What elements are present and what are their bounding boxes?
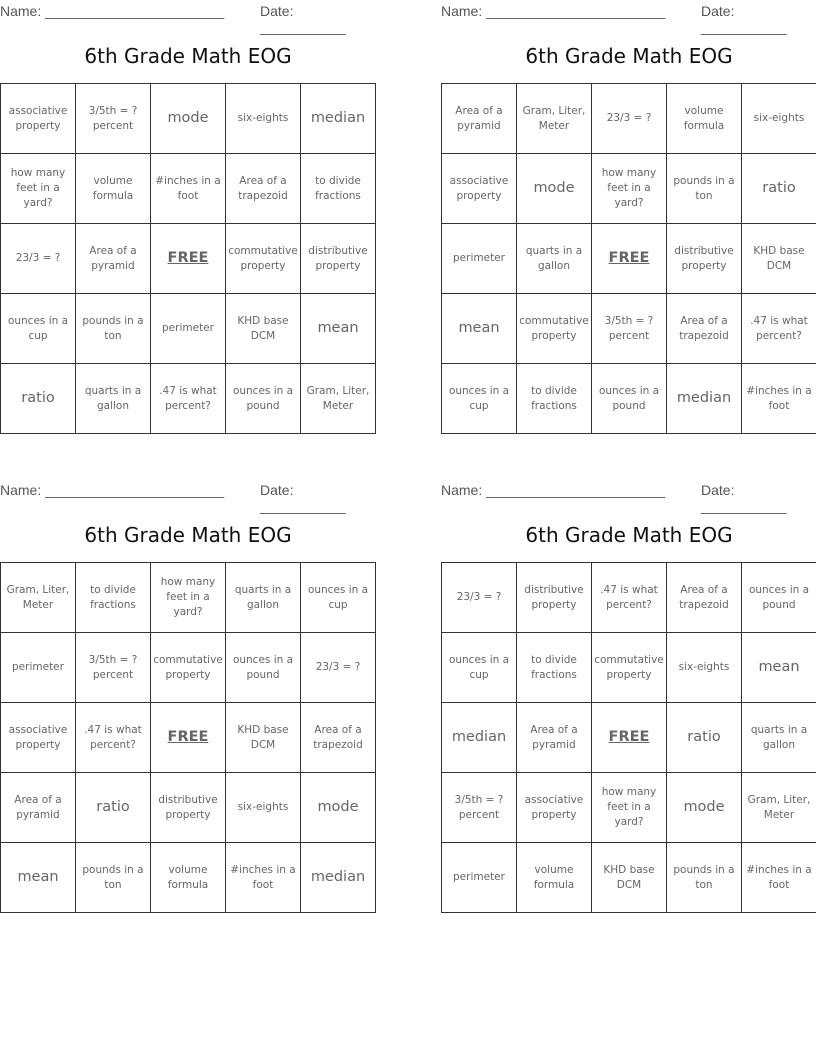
bingo-cell: ounces in a cup [442, 364, 517, 434]
bingo-cell: ounces in a pound [592, 364, 667, 434]
bingo-cell: KHD base DCM [226, 294, 301, 364]
grid-row [1, 84, 376, 154]
bingo-card [441, 479, 816, 891]
bingo-cell: mean [442, 294, 517, 364]
grid-row [442, 563, 816, 633]
bingo-cell: associative property [1, 703, 76, 773]
bingo-cell: associative property [517, 773, 592, 843]
bingo-cell: ratio [742, 154, 816, 224]
bingo-cell: distributive property [151, 773, 226, 843]
card-header [0, 479, 376, 514]
name-field-label: Name: _______________________ [441, 3, 666, 19]
bingo-cell: quarts in a gallon [226, 563, 301, 633]
bingo-cell: mode [667, 773, 742, 843]
grid-row [1, 224, 376, 294]
bingo-cell: Area of a trapezoid [667, 294, 742, 364]
bingo-cell: commutative property [592, 633, 667, 703]
bingo-cell: 23/3 = ? [442, 563, 517, 633]
card-title: 6th Grade Math EOG [84, 44, 292, 68]
bingo-cell: KHD base DCM [226, 703, 301, 773]
bingo-cell: .47 is what percent? [76, 703, 151, 773]
bingo-cell: Gram, Liter, Meter [1, 563, 76, 633]
name-field-label: Name: _______________________ [0, 482, 225, 498]
bingo-cell: 3/5th = ? percent [592, 294, 667, 364]
bingo-cell: distributive property [667, 224, 742, 294]
bingo-cell: ratio [76, 773, 151, 843]
grid-row [442, 364, 816, 434]
bingo-cell: how many feet in a yard? [592, 154, 667, 224]
free-space: FREE [151, 224, 226, 294]
bingo-cell: mode [517, 154, 592, 224]
bingo-cell: Area of a pyramid [517, 703, 592, 773]
bingo-cell: ounces in a cup [301, 563, 376, 633]
bingo-cell: commutative property [151, 633, 226, 703]
bingo-cell: ounces in a cup [442, 633, 517, 703]
bingo-card [441, 0, 816, 412]
bingo-cell: #inches in a foot [226, 843, 301, 913]
bingo-grid [441, 562, 816, 913]
bingo-cell: how many feet in a yard? [1, 154, 76, 224]
bingo-card [0, 0, 376, 412]
bingo-cell: to divide fractions [301, 154, 376, 224]
grid-row [1, 843, 376, 913]
bingo-grid [0, 83, 376, 434]
bingo-cell: mean [1, 843, 76, 913]
bingo-cell: ratio [667, 703, 742, 773]
card-title: 6th Grade Math EOG [525, 44, 733, 68]
bingo-cell: perimeter [442, 843, 517, 913]
bingo-cell: pounds in a ton [667, 154, 742, 224]
bingo-cell: perimeter [1, 633, 76, 703]
grid-row [442, 224, 816, 294]
bingo-cell: quarts in a gallon [742, 703, 816, 773]
bingo-cell: pounds in a ton [667, 843, 742, 913]
bingo-cell: distributive property [517, 563, 592, 633]
bingo-cell: median [301, 843, 376, 913]
grid-row [442, 294, 816, 364]
bingo-cell: Area of a trapezoid [226, 154, 301, 224]
bingo-cell: distributive property [301, 224, 376, 294]
grid-row [442, 703, 816, 773]
bingo-grid [0, 562, 376, 913]
card-title: 6th Grade Math EOG [84, 523, 292, 547]
bingo-cell: quarts in a gallon [76, 364, 151, 434]
bingo-cell: to divide fractions [517, 364, 592, 434]
bingo-cell: median [667, 364, 742, 434]
bingo-cell: pounds in a ton [76, 294, 151, 364]
name-field-label: Name: _______________________ [0, 3, 225, 19]
grid-row [442, 773, 816, 843]
grid-row [442, 843, 816, 913]
grid-row [1, 294, 376, 364]
bingo-cell: volume formula [151, 843, 226, 913]
bingo-cell: how many feet in a yard? [592, 773, 667, 843]
bingo-cell: how many feet in a yard? [151, 563, 226, 633]
bingo-cell: ounces in a cup [1, 294, 76, 364]
grid-row [1, 364, 376, 434]
bingo-cell: Gram, Liter, Meter [517, 84, 592, 154]
bingo-cell: .47 is what percent? [151, 364, 226, 434]
bingo-cell: Area of a trapezoid [667, 563, 742, 633]
bingo-cell: to divide fractions [517, 633, 592, 703]
bingo-cell: volume formula [76, 154, 151, 224]
card-title: 6th Grade Math EOG [525, 523, 733, 547]
bingo-cell: median [442, 703, 517, 773]
free-space: FREE [151, 703, 226, 773]
grid-row [442, 154, 816, 224]
grid-row [1, 773, 376, 843]
bingo-cell: mode [301, 773, 376, 843]
bingo-cell: pounds in a ton [76, 843, 151, 913]
bingo-cell: 3/5th = ? percent [76, 633, 151, 703]
bingo-cell: mean [742, 633, 816, 703]
bingo-cell: six-eights [226, 773, 301, 843]
bingo-cell: volume formula [667, 84, 742, 154]
date-field-label: Date: ___________ [701, 482, 787, 514]
bingo-cell: perimeter [442, 224, 517, 294]
bingo-cell: to divide fractions [76, 563, 151, 633]
bingo-card [0, 479, 376, 891]
bingo-cell: .47 is what percent? [742, 294, 816, 364]
bingo-cell: Area of a pyramid [1, 773, 76, 843]
grid-row [442, 633, 816, 703]
bingo-cell: 3/5th = ? percent [76, 84, 151, 154]
bingo-cell: .47 is what percent? [592, 563, 667, 633]
bingo-cell: KHD base DCM [742, 224, 816, 294]
bingo-cell: commutative property [517, 294, 592, 364]
bingo-cell: perimeter [151, 294, 226, 364]
date-field-label: Date: ___________ [260, 3, 346, 35]
card-header [441, 0, 816, 35]
bingo-cell: quarts in a gallon [517, 224, 592, 294]
bingo-cell: Area of a pyramid [442, 84, 517, 154]
bingo-cell: 23/3 = ? [592, 84, 667, 154]
grid-row [1, 563, 376, 633]
bingo-cell: ounces in a pound [742, 563, 816, 633]
bingo-cell: six-eights [742, 84, 816, 154]
grid-row [1, 154, 376, 224]
bingo-cell: 3/5th = ? percent [442, 773, 517, 843]
bingo-cell: commutative property [226, 224, 301, 294]
bingo-cell: Gram, Liter, Meter [742, 773, 816, 843]
bingo-cell: six-eights [226, 84, 301, 154]
bingo-cell: #inches in a foot [742, 364, 816, 434]
bingo-cell: associative property [442, 154, 517, 224]
free-space: FREE [592, 224, 667, 294]
date-field-label: Date: ___________ [260, 482, 346, 514]
bingo-cell: six-eights [667, 633, 742, 703]
bingo-cell: KHD base DCM [592, 843, 667, 913]
bingo-cell: ratio [1, 364, 76, 434]
card-header [0, 0, 376, 35]
card-header [441, 479, 816, 514]
bingo-cell: #inches in a foot [151, 154, 226, 224]
bingo-cell: associative property [1, 84, 76, 154]
bingo-cell: mode [151, 84, 226, 154]
date-field-label: Date: ___________ [701, 3, 787, 35]
grid-row [1, 633, 376, 703]
name-field-label: Name: _______________________ [441, 482, 666, 498]
bingo-cell: mean [301, 294, 376, 364]
bingo-grid [441, 83, 816, 434]
grid-row [1, 703, 376, 773]
free-space: FREE [592, 703, 667, 773]
bingo-cell: Gram, Liter, Meter [301, 364, 376, 434]
grid-row [442, 84, 816, 154]
bingo-cell: ounces in a pound [226, 364, 301, 434]
bingo-cell: ounces in a pound [226, 633, 301, 703]
bingo-cell: Area of a pyramid [76, 224, 151, 294]
bingo-cell: 23/3 = ? [1, 224, 76, 294]
bingo-cell: median [301, 84, 376, 154]
bingo-cell: 23/3 = ? [301, 633, 376, 703]
bingo-cell: volume formula [517, 843, 592, 913]
bingo-cell: #inches in a foot [742, 843, 816, 913]
bingo-cell: Area of a trapezoid [301, 703, 376, 773]
